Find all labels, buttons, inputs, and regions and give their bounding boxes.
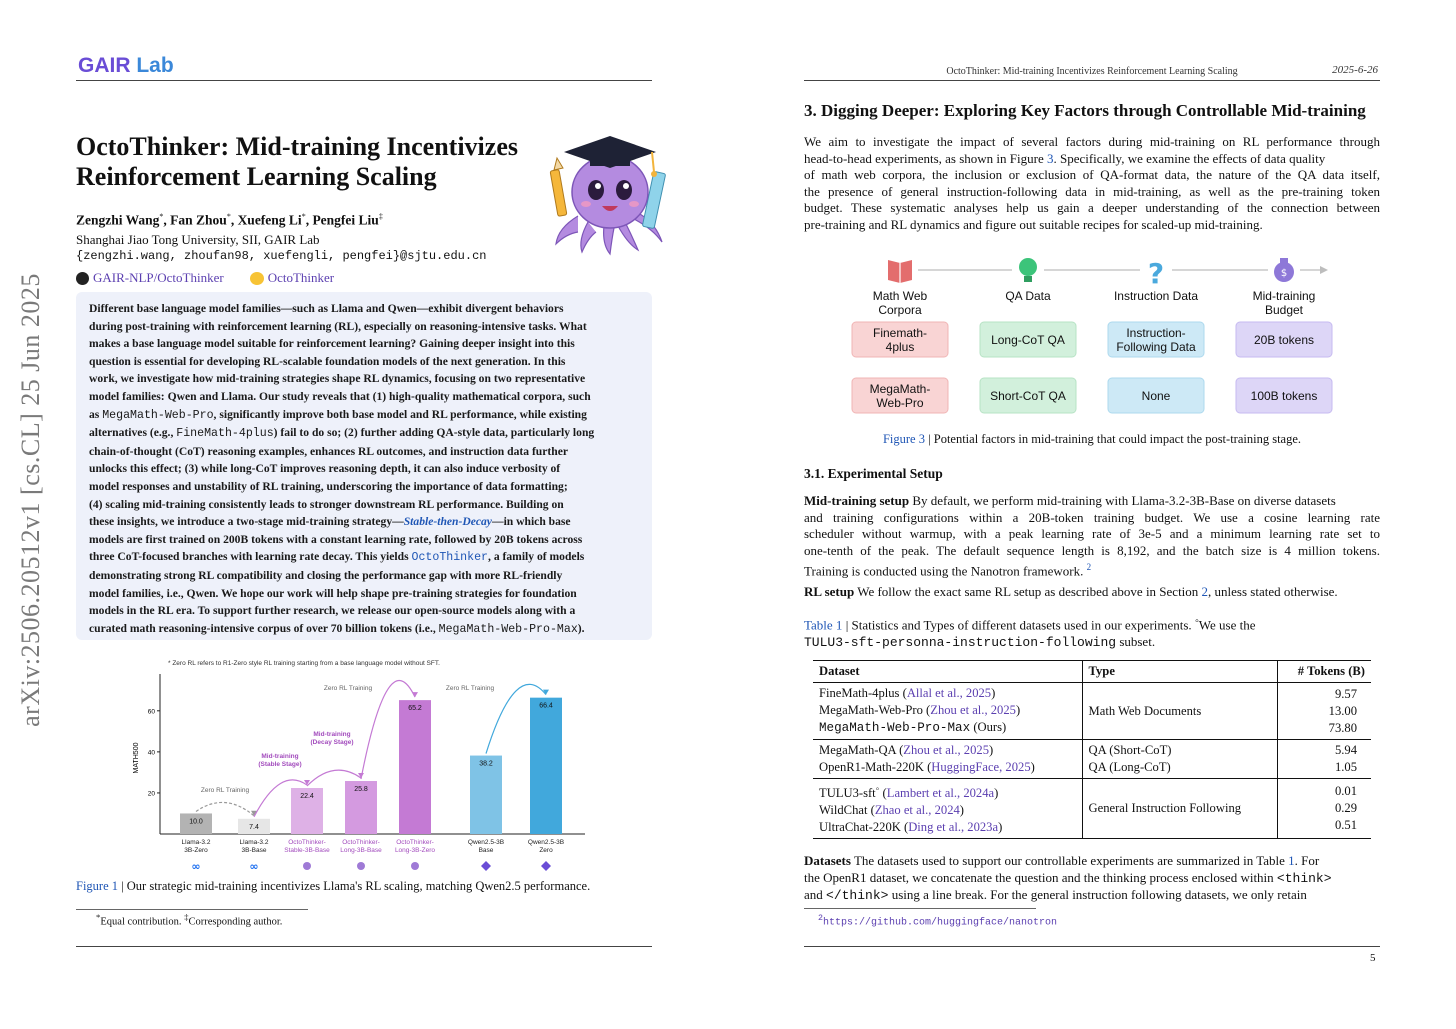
dataset-cell xyxy=(813,740,1082,779)
author-mark: * xyxy=(226,212,231,221)
token-value: 0.01 xyxy=(1334,784,1357,799)
bar xyxy=(530,698,562,834)
table-header-tokens: # Tokens (B) xyxy=(1277,661,1371,683)
factor-header: Corpora xyxy=(878,303,922,317)
paragraph-heading: Datasets xyxy=(804,853,851,868)
running-head: OctoThinker: Mid-training Incentivizes Reinforcement Learning Scaling xyxy=(946,66,1238,77)
octothinker-logo-icon xyxy=(357,862,365,870)
chart-annotation: Zero RL Training xyxy=(323,685,373,692)
logo-lab-text: Lab xyxy=(136,54,174,77)
table-row-group-instruction xyxy=(813,779,1371,839)
subset-name: TULU3-sft-personna-instruction-following xyxy=(804,634,1117,650)
type-value: QA (Short-CoT) xyxy=(1088,743,1172,757)
citation-link[interactable]: Zhou et al., 2025 xyxy=(930,703,1016,717)
table-caption xyxy=(804,613,1380,652)
factor-option-label: 100B tokens xyxy=(1250,389,1318,403)
abstract-text: ). xyxy=(577,621,585,635)
timeline-arrow xyxy=(1320,266,1328,274)
token-value: 1.05 xyxy=(1334,760,1357,774)
abstract-line: model families, i.e., Qwen. We hope our work will help shape pre-training strategies for foundation xyxy=(89,586,577,600)
abstract-text: alternatives (e.g., xyxy=(89,426,177,440)
github-link-label: GAIR-NLP/OctoThinker xyxy=(93,270,224,285)
dataset-entry: MegaMath-Web-Pro (Zhou et al., 2025) xyxy=(819,703,1021,717)
text-line: pre-training and RL dynamics and figure out suitable recipes for scaled-up mid-training. xyxy=(804,216,1263,232)
factor-option-label: None xyxy=(1141,389,1171,403)
footnote-mark: ‡ xyxy=(184,912,189,922)
dataset-name: MegaMath-Web-Pro xyxy=(819,703,923,717)
figure1-bar-chart xyxy=(130,660,600,880)
text-line xyxy=(804,634,1380,652)
bar xyxy=(399,700,431,834)
text-line: scheduler without warmup, with a peak learning rate of 3e-5 and a minimum learning rate set to xyxy=(804,526,1380,542)
token-value: 0.29 xyxy=(1334,801,1357,816)
token-value: 73.80 xyxy=(1328,720,1357,735)
table-header-row xyxy=(813,661,1371,683)
think-open-tag: <think> xyxy=(1276,870,1332,886)
subsection-title: 3.1. Experimental Setup xyxy=(804,466,943,481)
figure3-factor-diagram xyxy=(850,254,1340,424)
text-span: and xyxy=(804,887,827,903)
abstract-line: models in the RL era. To support further research, we release our open-source models along with a xyxy=(89,604,576,618)
abstract-line: model responses and unstability of RL training, underscoring the importance of data formatting; xyxy=(89,479,568,493)
paragraph-heading: Mid-training setup xyxy=(804,493,910,508)
header-rule xyxy=(76,80,652,81)
dataset-name: UltraChat-220K xyxy=(819,820,901,835)
x-tick-label: Llama-3.2 xyxy=(181,839,211,846)
citation-link[interactable]: Zhao et al., 2024 xyxy=(874,803,960,818)
y-tick-label: 20 xyxy=(147,790,155,798)
bulb-base xyxy=(1024,276,1032,282)
qwen-logo-icon xyxy=(481,861,491,871)
text-line xyxy=(804,870,1380,888)
abstract-line: chain-of-thought (CoT) reasoning examples, enhances RL outcomes, and instruction data further xyxy=(89,444,569,458)
tokens-cell xyxy=(1277,779,1371,839)
factor-header: Instruction Data xyxy=(1113,289,1199,303)
factor-option-label: 20B tokens xyxy=(1253,333,1315,347)
type-value: QA (Long-CoT) xyxy=(1088,760,1171,774)
x-tick-label: 3B-Zero xyxy=(184,847,208,854)
text-span: The datasets used to support our controllable experiments are summarized in Table xyxy=(850,853,1289,868)
arrow-head xyxy=(412,692,418,697)
dataset-entry: MegaMath-QA (Zhou et al., 2025) xyxy=(819,743,994,757)
octothinker-term: OctoThinker xyxy=(411,551,489,565)
factor-header: Mid-training xyxy=(1252,289,1316,303)
abstract-line: demonstrating strong RL compatibility and closing the performance gap with more RL-friendly xyxy=(89,568,563,582)
author-name: Pengfei Liu xyxy=(312,212,379,228)
chart-annotation: Mid-training xyxy=(313,731,351,738)
factor-option-label: Finemath- xyxy=(872,326,928,340)
table-row-group-math-web xyxy=(813,683,1371,740)
affiliation: Shanghai Jiao Tong University, SII, GAIR Lab xyxy=(76,232,320,247)
text-span: Training is conducted using the Nanotron framework. xyxy=(804,563,1087,579)
abstract-line: models are first trained on 200B tokens with a constant learning rate, followed by 20B tokens across xyxy=(89,532,583,546)
text-span: We use the xyxy=(1198,617,1256,633)
stable-then-decay-term: Stable-then-Decay xyxy=(403,515,492,529)
dataset-term: MegaMath-Web-Pro xyxy=(102,408,214,422)
bar-value-label: 10.0 xyxy=(189,818,203,826)
author-emails: {zengzhi.wang, zhoufan98, xuefengli, pengfei}@sjtu.edu.cn xyxy=(76,249,487,263)
abstract-line: (4) scaling mid-training consistently leads to stronger downstream RL performance. Building on xyxy=(89,497,564,511)
type-cell xyxy=(1082,740,1277,779)
y-tick-label: 40 xyxy=(147,749,155,757)
octothinker-logo-icon xyxy=(411,862,419,870)
dataset-entry: UltraChat-220K (Ding et al., 2023a) xyxy=(819,820,1003,835)
text-span: using a line break. For the general instruction following datasets, we only retain xyxy=(888,887,1307,903)
header-rule xyxy=(804,80,1380,81)
citation-link[interactable]: Zhou et al., 2025 xyxy=(903,743,989,757)
huggingface-link[interactable] xyxy=(250,270,334,286)
x-tick-label: Long-3B-Base xyxy=(340,847,382,854)
citation-link[interactable]: Lambert et al., 2024a xyxy=(886,786,995,801)
text-line xyxy=(804,559,1380,580)
text-span: | Statistics and Types of different datasets used in our experiments. xyxy=(842,617,1195,633)
abstract-line: during post-training with reinforcement learning (RL), especially on reasoning-intensive tasks. What xyxy=(89,319,587,333)
figure3-caption xyxy=(804,432,1380,447)
figure1-label: Figure 1 xyxy=(76,879,119,893)
text-line: the presence of general instruction-following data in mid-training, as well as the pre-training token xyxy=(804,183,1380,199)
meta-logo-icon: ∞ xyxy=(191,860,201,873)
text-line: budget. These systematic analyses help us gain a deeper understanding of the connection between xyxy=(804,200,1380,216)
tokens-cell xyxy=(1277,740,1371,779)
y-tick-label: 60 xyxy=(147,708,155,716)
dataset-name: OpenR1-Math-220K xyxy=(819,760,924,774)
chart-annotation: Zero RL Training xyxy=(200,787,250,794)
dataset-name: MegaMath-QA xyxy=(819,743,896,757)
footnote-url-text: https://github.com/huggingface/nanotron xyxy=(823,917,1058,929)
text-line: We aim to investigate the impact of several factors during mid-training on RL performance through xyxy=(804,134,1380,149)
footnote-number: 2 xyxy=(818,913,823,923)
paper-title xyxy=(76,132,556,192)
x-tick-label: Qwen2.5-3B xyxy=(467,839,505,846)
footnote-rule xyxy=(804,908,1036,909)
footnote-mark: * xyxy=(96,912,101,922)
dataset-entry xyxy=(819,719,1076,737)
footnote-ref-link[interactable]: 2 xyxy=(1086,562,1092,573)
footer-rule xyxy=(804,946,1380,947)
x-tick-label: Llama-3.2 xyxy=(239,839,269,846)
abstract-line: model families: Qwen and Llama. Our study reveals that (1) high-quality mathematical corpora, such xyxy=(89,389,591,403)
dataset-cell xyxy=(813,779,1082,839)
question-icon: ? xyxy=(1147,257,1165,290)
text-span: head-to-head experiments, as shown in Figure xyxy=(804,150,1047,166)
table-header-type: Type xyxy=(1082,661,1277,683)
dataset-term: FineMath-4plus xyxy=(176,427,274,441)
factor-option-label: Following Data xyxy=(1116,340,1196,354)
footnote xyxy=(96,912,282,928)
text-line: of math web corpora, the inclusion or exclusion of QA-format data, the nature of the QA data itself, xyxy=(804,167,1380,183)
abstract-text: three CoT-focused branches with learning rate decay. This yields xyxy=(89,550,412,564)
author-name: Zengzhi Wang xyxy=(76,212,160,228)
abstract-line: work, we investigate how mid-training strategies shape RL dynamics, focusing on two representative xyxy=(89,372,586,386)
type-cell: Math Web Documents xyxy=(1082,683,1277,740)
section-title: 3. Digging Deeper: Exploring Key Factors through Controllable Mid-training xyxy=(804,101,1366,120)
table-header-dataset: Dataset xyxy=(813,661,1082,683)
dataset-entry: OpenR1-Math-220K (HuggingFace, 2025) xyxy=(819,760,1035,774)
author-list: Zengzhi Wang*, Fan Zhou*, Xuefeng Li*, Pengfei Liu‡ xyxy=(76,212,383,228)
abstract-line xyxy=(89,620,640,639)
x-tick-label: Zero xyxy=(539,847,553,854)
dataset-entry: FineMath-4plus (Allal et al., 2025) xyxy=(819,686,996,700)
qwen-logo-icon xyxy=(541,861,551,871)
y-axis-label: MATH500 xyxy=(133,742,140,774)
figure3-caption-text: | Potential factors in mid-training that could impact the post-training stage. xyxy=(924,432,1302,446)
token-value: 13.00 xyxy=(1328,703,1357,718)
chart-annotation: Zero RL Training xyxy=(445,685,495,692)
octopus-mascot-icon xyxy=(548,128,674,256)
x-tick-label: Qwen2.5-3B xyxy=(527,839,565,846)
author-name: Fan Zhou xyxy=(170,212,227,228)
arxiv-identifier: arXiv:2506.20512v1 [cs.CL] 25 Jun 2025 xyxy=(16,273,45,727)
midtraining-paragraph xyxy=(804,493,1380,580)
abstract-text: —in which base xyxy=(491,515,571,529)
text-line: and training configurations within a 20B-token training budget. We use a cosine learning rate xyxy=(804,509,1380,525)
abstract-text: these insights, we introduce a two-stage mid-training strategy— xyxy=(89,515,404,529)
footnote-corresponding: Corresponding author. xyxy=(188,916,283,928)
page-number: 5 xyxy=(1370,952,1376,964)
chart-annotation: Mid-training xyxy=(261,753,299,760)
text-line xyxy=(804,887,1380,905)
abstract-line xyxy=(89,548,640,567)
factor-option-label: Instruction- xyxy=(1126,326,1186,340)
datasets-table xyxy=(813,660,1371,839)
github-icon xyxy=(76,272,89,285)
logo-gair-text: GAIR xyxy=(78,54,131,77)
money-bag-tie xyxy=(1280,258,1288,264)
abstract-text: ) fail to do so; (2) further adding QA-style data, particularly long xyxy=(273,426,595,440)
token-value: 0.51 xyxy=(1334,818,1357,833)
author-mark: ‡ xyxy=(378,212,383,221)
abstract-box xyxy=(76,292,652,640)
x-tick-label: Long-3B-Zero xyxy=(394,847,436,854)
dataset-entry: WildChat (Zhao et al., 2024) xyxy=(819,803,964,818)
caption-mark: ◦ xyxy=(1194,615,1199,627)
bar-value-label: 66.4 xyxy=(539,702,553,710)
dataset-entry: TULU3-sft◦ (Lambert et al., 2024a) xyxy=(819,784,999,801)
abstract-text: curated math reasoning-intensive corpus of over 70 billion tokens (i.e., xyxy=(89,621,439,635)
x-tick-label: 3B-Base xyxy=(241,847,267,854)
factor-option-label: Web-Pro xyxy=(876,396,924,410)
author-mark: * xyxy=(159,212,164,221)
factor-option-label: Long-CoT QA xyxy=(991,333,1065,347)
abstract-line xyxy=(89,513,640,531)
abstract-text: , a family of models xyxy=(488,550,585,564)
footnote-rule xyxy=(76,909,308,910)
figure3-label: Figure 3 xyxy=(882,432,925,446)
bar-value-label: 38.2 xyxy=(479,760,493,768)
dataset-name: TULU3-sft xyxy=(819,786,876,801)
bar-value-label: 65.2 xyxy=(408,705,422,713)
dollar-sign: $ xyxy=(1280,268,1288,279)
dataset-suffix: (Ours) xyxy=(973,720,1007,734)
footnote-url[interactable] xyxy=(818,913,1057,928)
dataset-mark: ◦ xyxy=(875,784,880,795)
bulb-icon xyxy=(1019,258,1037,276)
text-line xyxy=(804,151,1380,168)
bar-value-label: 22.4 xyxy=(300,793,314,801)
octothinker-logo-icon xyxy=(303,862,311,870)
citation-link[interactable]: HuggingFace, 2025 xyxy=(931,760,1031,774)
abstract-text: , significantly improve both base model and RL performance, while existing xyxy=(213,407,587,421)
text-span: . For xyxy=(1294,853,1320,868)
chart-annotation: (Stable Stage) xyxy=(258,761,302,768)
text-span: . Specifically, we examine the effects of data quality xyxy=(1053,150,1326,166)
text-line xyxy=(804,493,1380,510)
title-line-2: Reinforcement Learning Scaling xyxy=(76,162,437,191)
author-name: Xuefeng Li xyxy=(237,212,302,228)
table-label: Table 1 xyxy=(804,617,843,633)
rl-setup-paragraph xyxy=(804,584,1380,601)
arxiv-stamp xyxy=(6,273,56,727)
text-line xyxy=(804,853,1380,870)
dataset-name: FineMath-4plus xyxy=(819,686,900,700)
text-span: By default, we perform mid-training with Llama-3.2-3B-Base on diverse datasets xyxy=(909,493,1336,508)
citation-link[interactable]: Ding et al., 2023a xyxy=(908,820,999,835)
abstract-line: Different base language model families—such as Llama and Qwen—exhibit divergent behaviors xyxy=(89,302,564,315)
paragraph-heading: RL setup xyxy=(804,584,855,599)
intro-paragraph xyxy=(804,134,1380,234)
figure1-caption-text: | Our strategic mid-training incentivizes Llama's RL scaling, matching Qwen2.5 performance. xyxy=(118,879,591,893)
huggingface-link-label: OctoThinker xyxy=(267,270,335,285)
figure-ref-link[interactable]: 3 xyxy=(1046,150,1054,166)
token-value: 5.94 xyxy=(1334,743,1357,757)
factor-option-label: 4plus xyxy=(885,340,915,354)
dataset-cell xyxy=(813,683,1082,740)
meta-logo-icon: ∞ xyxy=(249,860,259,873)
abstract-text: as xyxy=(89,407,103,421)
title-line-1: OctoThinker: Mid-training Incentivizes xyxy=(76,132,518,161)
dataset-name: MegaMath-Web-Pro-Max xyxy=(819,721,971,735)
paper-date: 2025-6-26 xyxy=(1332,64,1378,76)
abstract-line: unlocks this effect; (3) while long-CoT improves reasoning depth, it can also induce verbosity of xyxy=(89,462,561,476)
footnote-equal: Equal contribution. xyxy=(100,916,182,928)
datasets-paragraph xyxy=(804,853,1380,905)
token-value: 9.57 xyxy=(1334,686,1357,701)
type-cell: General Instruction Following xyxy=(1082,779,1277,839)
x-tick-label: OctoThinker- xyxy=(396,839,434,846)
gair-lab-logo xyxy=(78,54,174,78)
x-tick-label: Stable-3B-Base xyxy=(284,847,330,854)
table-row-group-qa xyxy=(813,740,1371,779)
text-span: subset. xyxy=(1116,633,1156,649)
bar-value-label: 7.4 xyxy=(249,823,259,831)
abstract-line xyxy=(89,406,640,425)
text-line: one-tenth of the peak. The default sequence length is 8,192, and the batch size is 4 million tokens. xyxy=(804,542,1380,558)
table-ref-link[interactable]: 1 xyxy=(1288,853,1295,868)
chart-annotation: (Decay Stage) xyxy=(310,739,354,746)
abstract-line: question is essential for developing RL-scalable foundation models of the next generation. In this xyxy=(89,354,566,368)
text-span: the OpenR1 dataset, we concatenate the question and the thinking process enclosed within xyxy=(804,869,1277,885)
x-tick-label: OctoThinker- xyxy=(342,839,380,846)
tokens-cell xyxy=(1277,683,1371,740)
factor-header: Math Web xyxy=(872,289,928,303)
text-span: , unless stated otherwise. xyxy=(1208,584,1338,599)
think-close-tag: </think> xyxy=(826,888,889,904)
bar-value-label: 25.8 xyxy=(354,786,368,794)
figure1-caption xyxy=(76,879,590,894)
github-link[interactable] xyxy=(76,270,224,286)
text-line xyxy=(804,613,1380,634)
x-tick-label: OctoThinker- xyxy=(288,839,326,846)
factor-header: QA Data xyxy=(1005,289,1051,303)
section-ref-link[interactable]: 2 xyxy=(1201,584,1209,599)
dataset-name: WildChat xyxy=(819,803,868,818)
citation-link[interactable]: Allal et al., 2025 xyxy=(906,686,992,700)
text-span: We follow the exact same RL setup as described above in Section xyxy=(854,584,1202,599)
factor-option-label: MegaMath- xyxy=(869,382,931,396)
x-tick-label: Base xyxy=(478,847,494,854)
text-line xyxy=(804,584,1380,601)
footer-rule xyxy=(76,946,652,947)
abstract-line: makes a base language model suitable for reinforcement learning? Gaining deeper insight into this xyxy=(89,337,575,351)
megamath-max-term: MegaMath-Web-Pro-Max xyxy=(438,622,578,636)
project-links xyxy=(76,270,334,286)
factor-header: Budget xyxy=(1264,303,1304,317)
author-mark: * xyxy=(301,212,306,221)
huggingface-icon xyxy=(250,272,264,285)
figure1-note: * Zero RL refers to R1-Zero style RL training starting from a base language model without SFT. xyxy=(168,660,440,667)
factor-option-label: Short-CoT QA xyxy=(990,389,1066,403)
abstract-line xyxy=(89,424,640,443)
